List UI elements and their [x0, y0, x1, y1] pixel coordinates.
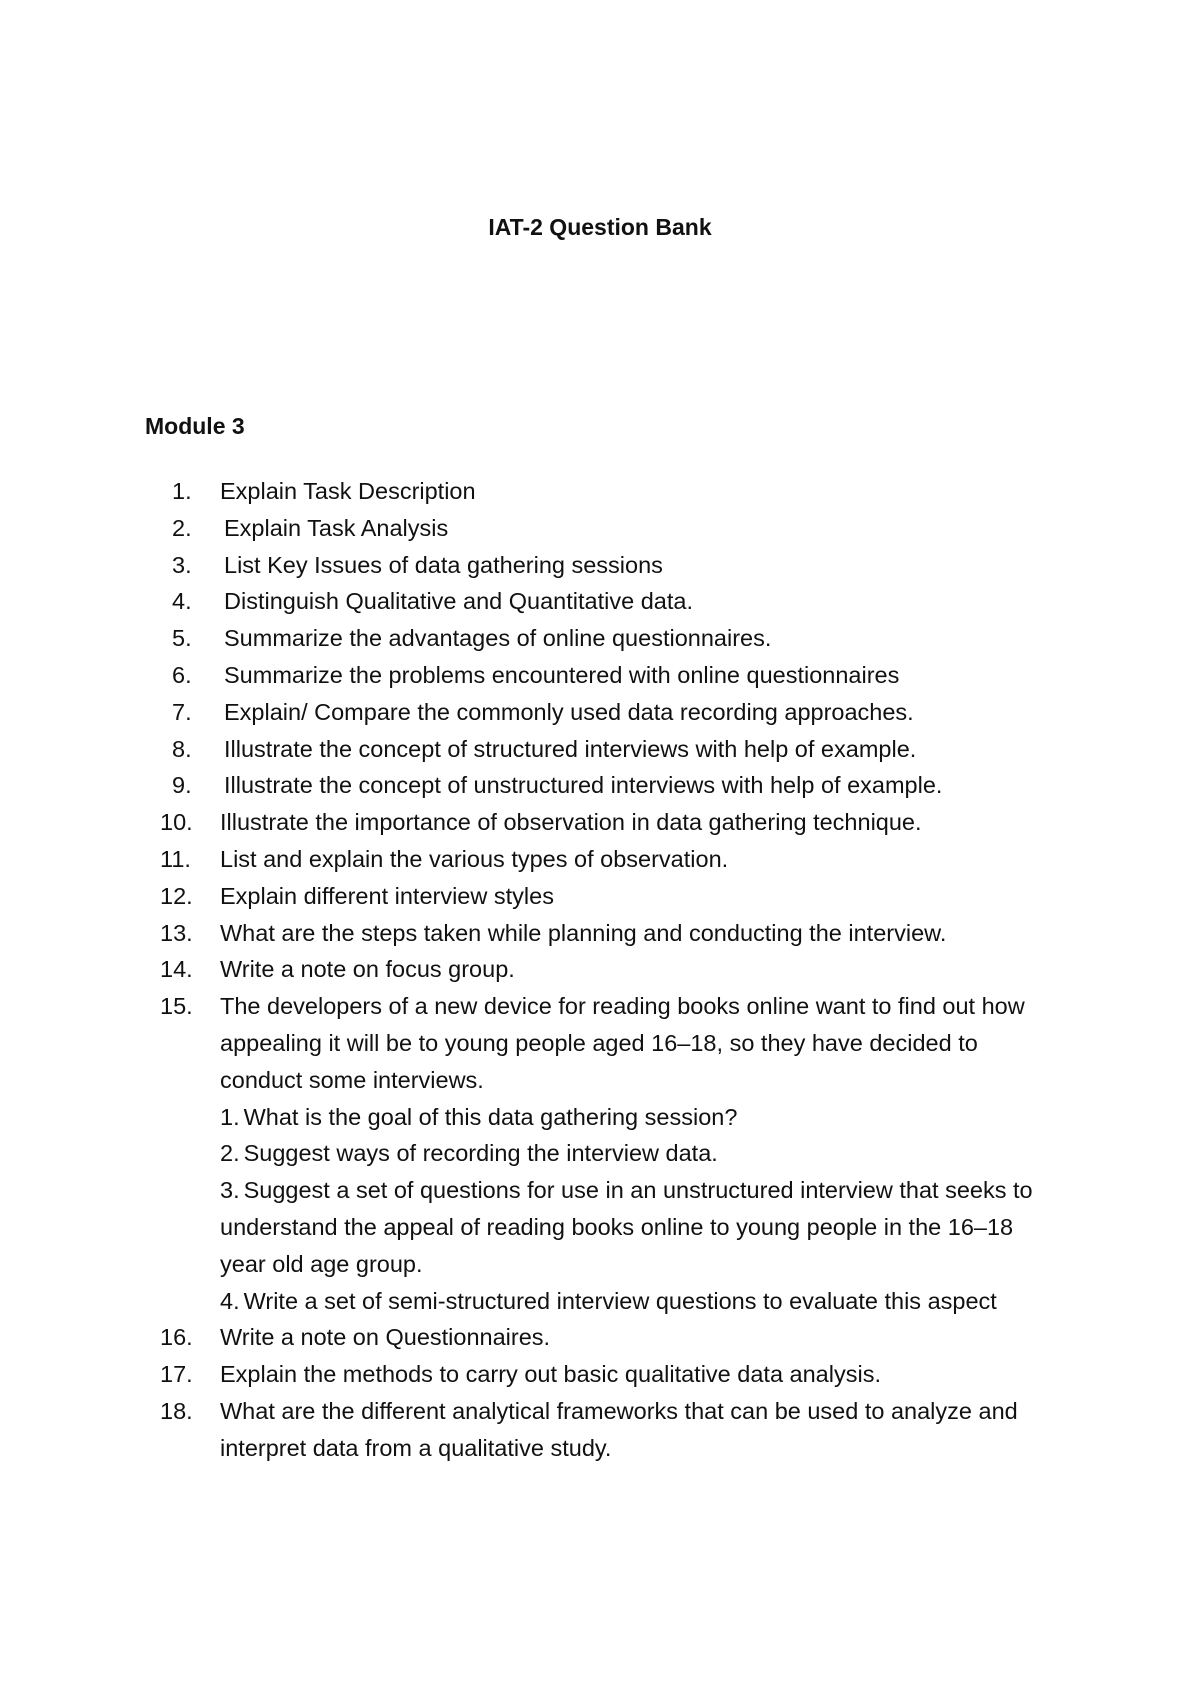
question-item — [0, 1393, 1200, 1467]
question-item — [0, 473, 1200, 510]
question-number: 10. — [160, 809, 193, 836]
question-number: 2. — [172, 514, 192, 541]
question-text: Distinguish Qualitative and Quantitative data. — [224, 588, 693, 615]
question-text: Illustrate the importance of observation in data gathering technique. — [220, 809, 922, 836]
question-item — [0, 841, 1200, 878]
subquestion-text: Suggest a set of questions for use in an unstructured interview that seeks to understand the appeal of reading books online to young people in the 16–18 year old age group. — [220, 1177, 1033, 1277]
subquestion-text: Write a set of semi-structured interview questions to evaluate this aspect — [243, 1287, 997, 1314]
question-item — [0, 804, 1200, 841]
question-item-15 — [0, 988, 1200, 1319]
document-title: IAT-2 Question Bank — [488, 214, 712, 240]
subquestion-text: What is the goal of this data gathering session? — [243, 1103, 738, 1130]
question-text: What are the steps taken while planning and conducting the interview. — [220, 919, 947, 946]
question-text: List and explain the various types of observation. — [220, 845, 729, 872]
subquestion-item — [220, 1099, 1050, 1136]
question-item — [0, 915, 1200, 952]
question-text: Write a note on Questionnaires. — [220, 1324, 551, 1351]
subquestion-number: 1. — [220, 1103, 240, 1130]
subquestion-number: 3. — [220, 1177, 240, 1204]
question-text: Illustrate the concept of structured interviews with help of example. — [224, 735, 917, 762]
question-text: Illustrate the concept of unstructured interviews with help of example. — [224, 772, 943, 799]
question-text: Explain Task Analysis — [224, 514, 449, 541]
question-item — [0, 583, 1200, 620]
question-text: Explain Task Description — [220, 478, 476, 504]
question-item — [0, 620, 1200, 657]
question-item — [0, 694, 1200, 731]
subquestion-number: 2. — [220, 1140, 240, 1167]
question-number: 15. — [160, 993, 193, 1020]
question-text: Explain different interview styles — [220, 882, 554, 909]
subquestion-item — [220, 1172, 1050, 1282]
question-number: 14. — [160, 956, 193, 983]
question-number: 8. — [172, 735, 192, 762]
subquestion-list — [220, 1099, 1050, 1320]
question-text: List Key Issues of data gathering sessions — [224, 551, 663, 578]
module-heading: Module 3 — [145, 413, 245, 439]
question-text: Write a note on focus group. — [220, 956, 515, 983]
question-item — [0, 1356, 1200, 1393]
question-item — [0, 731, 1200, 768]
question-number: 18. — [160, 1397, 193, 1424]
question-number: 1. — [172, 478, 192, 504]
subquestion-text: Suggest ways of recording the interview data. — [243, 1140, 718, 1167]
question-number: 13. — [160, 919, 193, 946]
subquestion-item — [220, 1135, 1050, 1172]
question-item — [0, 878, 1200, 915]
question-text: Explain the methods to carry out basic qualitative data analysis. — [220, 1361, 881, 1388]
question-item — [0, 510, 1200, 547]
question-number: 16. — [160, 1324, 193, 1351]
question-text: The developers of a new device for reading books online want to find out how appealing it will be to young people aged 16–18, so they have decided to conduct some interviews. — [220, 993, 1025, 1093]
question-list — [0, 473, 1200, 1467]
question-number: 5. — [172, 625, 192, 652]
subquestion-number: 4. — [220, 1287, 240, 1314]
question-number: 17. — [160, 1361, 193, 1388]
question-number: 11. — [160, 845, 191, 872]
question-text: Summarize the problems encountered with online questionnaires — [224, 661, 900, 688]
question-item — [0, 657, 1200, 694]
question-item — [0, 1319, 1200, 1356]
question-number: 9. — [172, 772, 192, 799]
question-item — [0, 547, 1200, 584]
question-number: 12. — [160, 882, 193, 909]
question-text: Summarize the advantages of online questionnaires. — [224, 625, 772, 652]
subquestion-item — [220, 1283, 1050, 1320]
question-number: 7. — [172, 698, 192, 725]
question-number: 6. — [172, 661, 192, 688]
question-text: Explain/ Compare the commonly used data recording approaches. — [224, 698, 914, 725]
question-number: 3. — [172, 551, 192, 578]
question-text: What are the different analytical frameworks that can be used to analyze and interpret data from a qualitative study. — [220, 1397, 1018, 1461]
question-item — [0, 951, 1200, 988]
question-item — [0, 767, 1200, 804]
question-number: 4. — [172, 588, 192, 615]
